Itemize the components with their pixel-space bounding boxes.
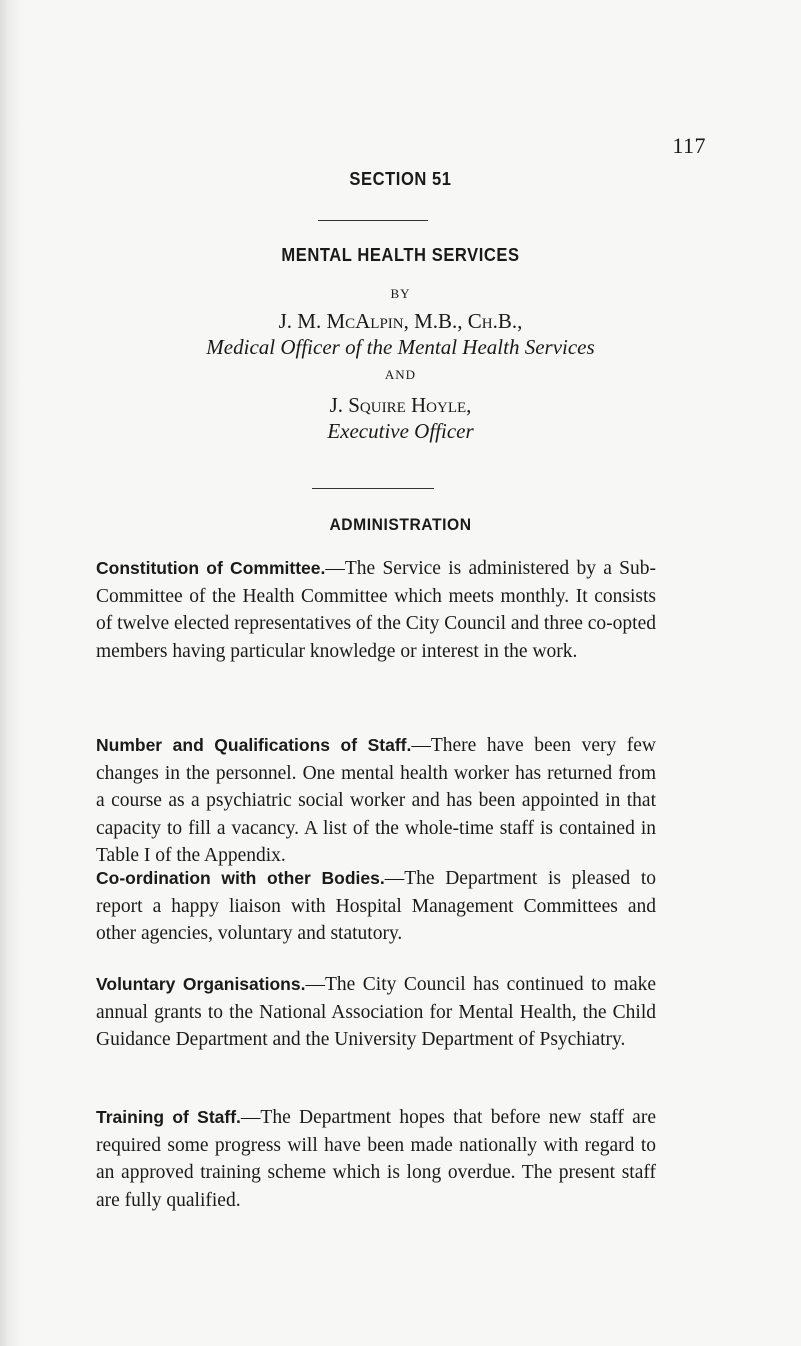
- page-edge-shadow: [0, 0, 22, 1346]
- author-2-name: J. Squire Hoyle,: [329, 393, 472, 417]
- page-number: 117: [672, 133, 706, 158]
- paragraph-heading: Number and Qualifications of Staff.: [96, 735, 412, 755]
- paragraph-text: —The City Council has continued to make annual grants to the National Association for Mental Health, the Child Guidance Department and the University Department of Psychiatry.: [96, 974, 656, 1050]
- paragraph-staff-qualifications: [96, 732, 656, 870]
- paragraph-text: —The Service is administered by a Sub-Committee of the Health Committee which meets monthly. It consists of twelve elected representatives of the City Council and three co-opted members having particular knowledge or interest in the work.: [96, 558, 656, 662]
- paragraph-heading: Voluntary Organisations.: [96, 974, 306, 994]
- paragraph-text: —The Department hopes that before new staff are required some progress will have been made nationally with regard to an approved training scheme which is long overdue. The present staff are fully qualified.: [96, 1107, 656, 1211]
- and-label: AND: [384, 367, 417, 382]
- by-label: BY: [390, 286, 411, 301]
- author-2-role: Executive Officer: [327, 419, 474, 443]
- divider-rule-top: [318, 220, 428, 221]
- administration-heading: ADMINISTRATION: [329, 515, 472, 534]
- paragraph-heading: Training of Staff.: [96, 1107, 241, 1127]
- author-1-name: J. M. McAlpin, M.B., Ch.B.,: [278, 309, 523, 333]
- divider-rule-middle: [312, 488, 434, 489]
- main-title: MENTAL HEALTH SERVICES: [281, 245, 520, 265]
- paragraph-text: —The Department is pleased to report a happy liaison with Hospital Management Committees and other agencies, voluntary and statutory.: [96, 868, 656, 944]
- author-1-role: Medical Officer of the Mental Health Services: [206, 335, 595, 359]
- paragraph-training: [96, 1104, 656, 1214]
- paragraph-heading: Constitution of Committee.: [96, 558, 326, 578]
- paragraph-heading: Co-ordination with other Bodies.: [96, 868, 385, 888]
- paragraph-coordination: [96, 865, 656, 948]
- paragraph-constitution: [96, 555, 656, 665]
- paragraph-text: —There have been very few changes in the personnel. One mental health worker has returned from a course as a psychiatric social worker and has been appointed in that capacity to fill a vacancy. A list of the whole-time staff is contained in Table I of the Appendix.: [96, 735, 656, 866]
- section-title: SECTION 51: [349, 169, 452, 189]
- paragraph-voluntary-organisations: [96, 971, 656, 1054]
